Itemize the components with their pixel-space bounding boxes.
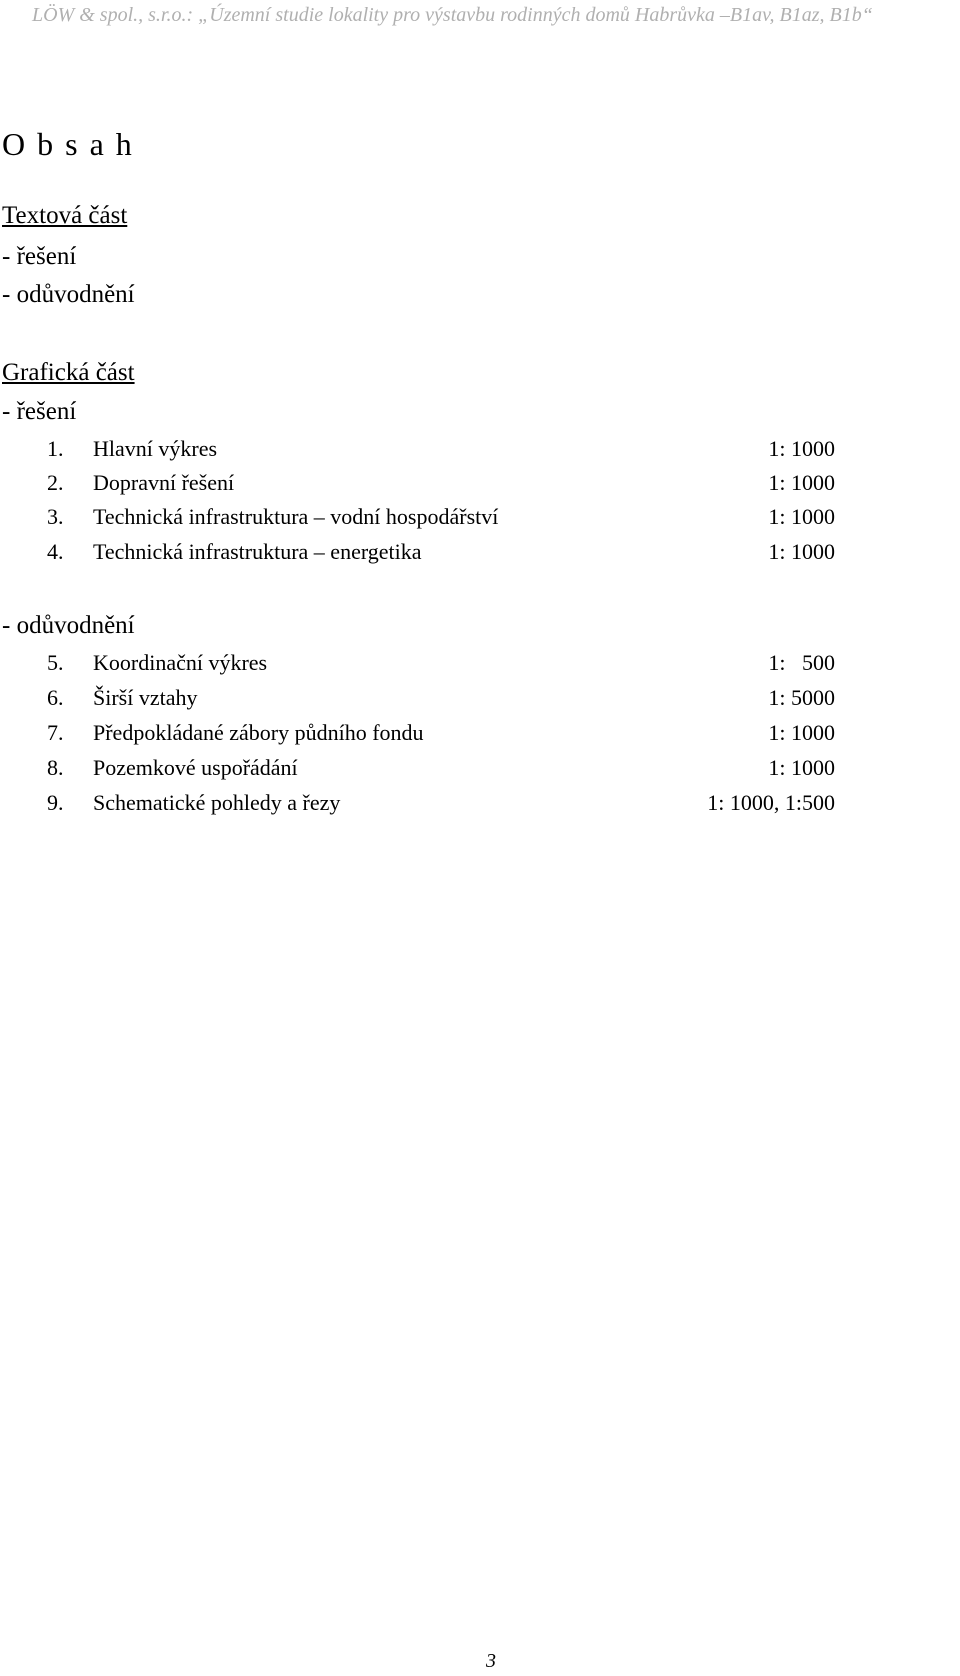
text-part-item-solution: - řešení [2, 243, 77, 270]
item-label: Pozemkové uspořádání [93, 755, 298, 780]
list-item [47, 504, 835, 534]
item-scale: 1: 1000 [768, 504, 835, 529]
item-label: Dopravní řešení [93, 470, 235, 495]
item-scale: 1: 1000 [768, 436, 835, 461]
list-item [47, 720, 835, 750]
item-number: 2. [47, 470, 64, 495]
item-number: 4. [47, 539, 64, 564]
item-scale: 1: 1000 [768, 720, 835, 745]
item-label: Schematické pohledy a řezy [93, 790, 341, 815]
item-label: Hlavní výkres [93, 436, 218, 461]
text-part-heading: Textová část [2, 202, 128, 229]
list-item [47, 650, 835, 680]
item-label: Koordinační výkres [93, 650, 268, 675]
list-item [47, 470, 835, 500]
item-scale: 1: 1000 [768, 539, 835, 564]
text-part-item-justification: - odůvodnění [2, 281, 135, 308]
item-scale: 1: 1000 [768, 755, 835, 780]
item-scale: 1: 5000 [768, 685, 835, 710]
graphic-solution-label: - řešení [2, 398, 77, 425]
item-number: 7. [47, 720, 64, 745]
item-number: 3. [47, 504, 64, 529]
item-label: Předpokládané zábory půdního fondu [93, 720, 424, 745]
page-title: O b s a h [2, 126, 134, 162]
item-label: Technická infrastruktura – vodní hospodářství [93, 504, 499, 529]
document-header: LÖW & spol., s.r.o.: „Územní studie lokality pro výstavbu rodinných domů Habrůvka –B1av, B1az, B1b“ [32, 4, 873, 26]
item-scale: 1: 500 [768, 650, 835, 675]
item-number: 5. [47, 650, 64, 675]
item-label: Technická infrastruktura – energetika [93, 539, 422, 564]
item-number: 8. [47, 755, 64, 780]
list-item [47, 755, 835, 785]
graphic-part-heading: Grafická část [2, 359, 135, 386]
list-item [47, 539, 835, 569]
graphic-justification-label: - odůvodnění [2, 612, 135, 639]
item-scale: 1: 1000, 1:500 [707, 790, 835, 815]
item-scale: 1: 1000 [768, 470, 835, 495]
list-item [47, 790, 835, 820]
item-number: 1. [47, 436, 64, 461]
list-item [47, 436, 835, 466]
list-item [47, 685, 835, 715]
page-number: 3 [486, 1650, 496, 1672]
item-label: Širší vztahy [93, 685, 198, 710]
item-number: 6. [47, 685, 64, 710]
item-number: 9. [47, 790, 64, 815]
